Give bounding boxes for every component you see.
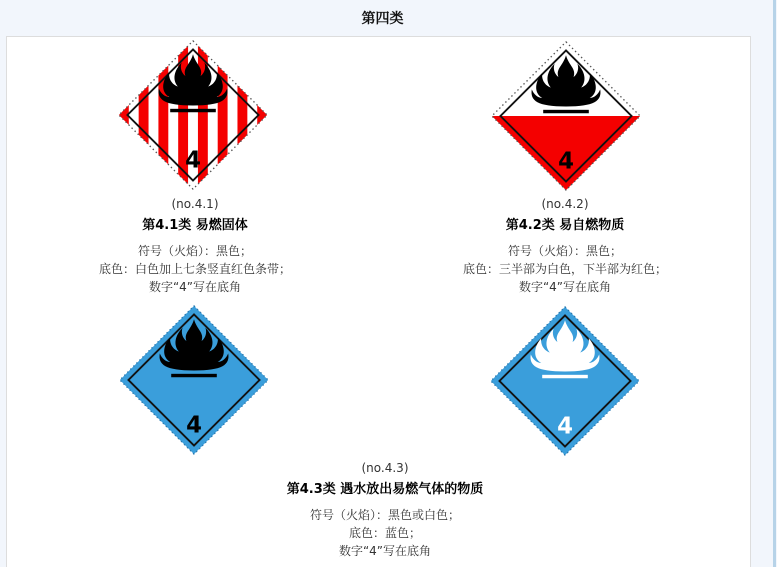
placard-dangerous-when-wet-white-icon — [489, 305, 641, 457]
caption-4-2 — [405, 197, 725, 296]
caption-heading: 第4.1类 易燃固体 — [142, 218, 248, 233]
caption-line: 符号（火焰）：黑色； — [507, 244, 622, 258]
caption-no: (no.4.2) — [541, 197, 589, 211]
caption-line: 数字“4”写在底角 — [338, 544, 432, 558]
caption-4-1 — [35, 197, 355, 296]
caption-line: 符号（火焰）：黑色或白色； — [309, 508, 460, 522]
page-title: 第四类 — [361, 11, 404, 27]
caption-no: (no.4.3) — [361, 461, 409, 475]
placard-flammable-solid-icon — [117, 39, 269, 191]
placard-number: 4 — [558, 148, 574, 175]
caption-line: 数字“4”写在底角 — [518, 280, 612, 294]
placard-number: 4 — [186, 412, 202, 439]
caption-line: 符号（火焰）：黑色； — [137, 244, 252, 258]
caption-4-3 — [225, 461, 545, 560]
placard-spontaneously-combustible-icon — [490, 40, 642, 192]
placard-number: 4 — [185, 147, 201, 174]
caption-line: 底色：白色加上七条竖直红色条带； — [98, 262, 291, 276]
caption-line: 数字“4”写在底角 — [148, 280, 242, 294]
caption-heading: 第4.3类 遇水放出易燃气体的物质 — [286, 482, 484, 497]
caption-no: (no.4.1) — [171, 197, 219, 211]
placard-dangerous-when-wet-black-icon — [118, 304, 270, 456]
caption-line: 底色：三半部为白色，下半部为红色； — [462, 262, 667, 276]
caption-heading: 第4.2类 易自燃物质 — [505, 218, 625, 233]
placard-number: 4 — [557, 413, 573, 440]
right-accent-line — [773, 0, 776, 567]
caption-line: 底色：蓝色； — [348, 526, 421, 540]
